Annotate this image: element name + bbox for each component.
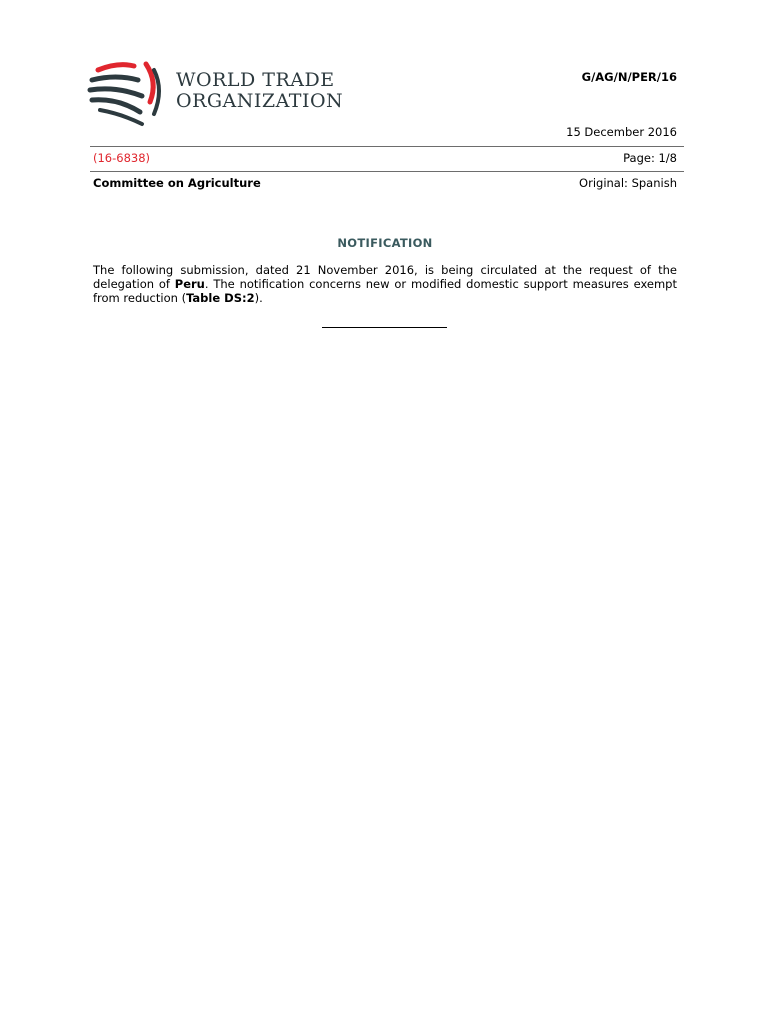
table-reference: Table DS:2	[186, 291, 255, 305]
reference-number: (16-6838)	[93, 151, 151, 165]
header-divider-bottom	[90, 171, 684, 172]
original-language: Original: Spanish	[579, 176, 677, 190]
wto-logo	[84, 56, 344, 130]
committee-name: Committee on Agriculture	[93, 176, 261, 190]
paragraph-text-2: . The notification concerns new or modified domestic support measures exempt from reduction (	[93, 277, 677, 305]
logo-line-2: ORGANIZATION	[176, 90, 344, 112]
end-of-document-rule	[322, 327, 447, 328]
country-name: Peru	[174, 277, 205, 291]
logo-line-1: WORLD TRADE	[176, 69, 335, 91]
document-date: 15 December 2016	[566, 125, 677, 139]
document-symbol: G/AG/N/PER/16	[581, 70, 677, 84]
page-indicator: Page: 1/8	[623, 151, 677, 165]
paragraph-text-3: ).	[254, 291, 263, 305]
section-heading: NOTIFICATION	[337, 236, 433, 250]
paragraph-text-1: The following submission, dated 21 November 2016, is being circulated at the request of the delegation of	[93, 263, 677, 291]
wto-globe-icon	[84, 56, 168, 130]
wto-logo-text	[176, 70, 343, 112]
header-divider-top	[90, 146, 684, 147]
notification-paragraph	[93, 263, 677, 305]
